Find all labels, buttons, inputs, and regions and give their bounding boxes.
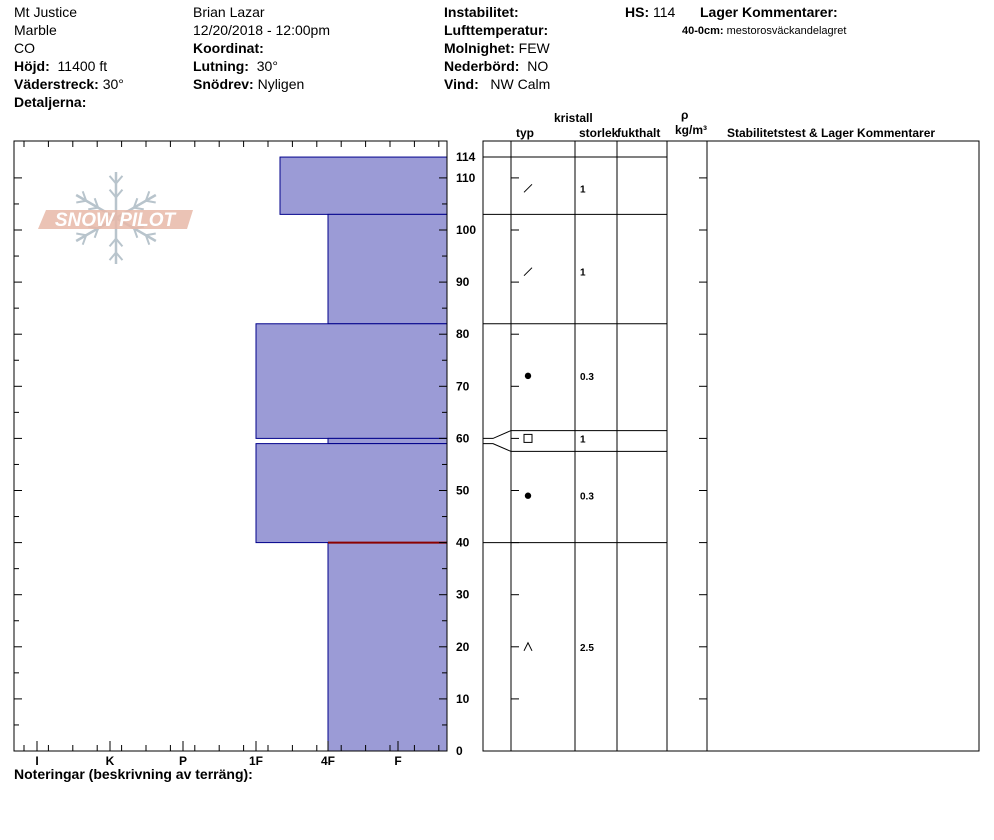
- drift-label: Snödrev:: [193, 76, 254, 92]
- moisture-header: fukthalt: [617, 126, 661, 140]
- drift-value: Nyligen: [257, 76, 305, 92]
- snow-height-value: 114: [653, 4, 676, 20]
- terrain-notes: [14, 765, 253, 783]
- rho-header: ρ: [681, 108, 689, 122]
- layer-comments-title: Lager Kommentarer:: [700, 4, 838, 20]
- clouds-label: Molnighet:: [444, 40, 515, 56]
- snowflake-branch: [146, 233, 156, 235]
- date-time: 12/20/2018 - 12:00pm: [193, 22, 330, 38]
- depth-label: 100: [456, 223, 477, 237]
- hardness-bar: [328, 214, 447, 323]
- decomposing-fragments-icon: [524, 184, 532, 192]
- crystal-size-label: 2.5: [580, 642, 594, 654]
- aspect-label: Väderstreck:: [14, 76, 99, 92]
- hardness-bar: [256, 324, 447, 439]
- mountain-range: Marble: [14, 22, 57, 38]
- table-border: [483, 141, 979, 751]
- snowflake-branch: [76, 201, 86, 203]
- depth-label: 90: [456, 275, 470, 290]
- wind-value: NW Calm: [490, 76, 551, 92]
- location-name: Mt Justice: [14, 4, 78, 20]
- wind-label: Vind:: [444, 76, 479, 92]
- details-label: Detaljerna:: [14, 94, 87, 110]
- depth-label: 70: [456, 379, 470, 394]
- depth-label: 40: [456, 535, 470, 550]
- hardness-label: F: [394, 754, 402, 768]
- state: CO: [14, 40, 35, 56]
- stability-header: Stabilitetstest & Lager Kommentarer: [727, 126, 936, 140]
- layer-comment-depth: 40-0cm:: [682, 25, 724, 37]
- type-header: typ: [516, 126, 534, 140]
- faceted-crystals-icon: [524, 434, 532, 442]
- snowpilot-logo: [38, 172, 193, 264]
- depth-hoar-icon: [524, 643, 532, 651]
- depth-label: 10: [456, 691, 470, 706]
- hardness-label: P: [178, 754, 188, 768]
- hardness-bar: [280, 157, 447, 214]
- snowflake-branch: [76, 233, 86, 235]
- hardness-bar: [328, 543, 447, 751]
- layer-connector: [483, 431, 511, 439]
- rounded-grains-icon: [525, 373, 531, 379]
- elevation-label: Höjd:: [14, 58, 50, 74]
- layer-table: [483, 141, 979, 751]
- hardness-label: 4F: [320, 754, 336, 768]
- hardness-bar: [256, 444, 447, 543]
- hardness-bar: [328, 438, 447, 443]
- crystal-header: kristall: [554, 111, 593, 125]
- depth-label: 80: [456, 327, 470, 342]
- hardness-label: K: [105, 754, 115, 768]
- hardness-label: 1F: [248, 754, 264, 768]
- column-headers: [516, 108, 935, 140]
- decomposing-fragments-icon: [524, 268, 532, 276]
- depth-label: 114: [456, 150, 476, 165]
- logo-text: SNOW PILOT: [54, 210, 176, 231]
- crystal-size-label: 1: [580, 434, 586, 446]
- crystal-size-label: 0.3: [580, 371, 594, 383]
- depth-label: 20: [456, 639, 470, 654]
- clouds-value: FEW: [518, 40, 550, 56]
- depth-label: 110: [456, 170, 476, 185]
- depth-label: 60: [456, 431, 470, 446]
- crystal-size-label: 1: [580, 184, 586, 196]
- rounded-grains-icon: [525, 493, 531, 499]
- layer-comment-text: mestorosväckandelagret: [726, 25, 847, 37]
- precipitation-value: NO: [527, 58, 549, 74]
- hardness-profile: [256, 157, 447, 751]
- slope-label: Lutning:: [193, 58, 249, 74]
- coordinate-label: Koordinat:: [193, 40, 264, 56]
- observer: Brian Lazar: [193, 4, 265, 20]
- terrain-notes-label: Noteringar (beskrivning av terräng):: [14, 766, 253, 782]
- snowflake-branch: [146, 201, 156, 203]
- air-temperature-label: Lufttemperatur:: [444, 22, 549, 38]
- size-header: storlek: [579, 126, 619, 140]
- depth-label: 30: [456, 587, 470, 602]
- depth-label: 0: [456, 744, 463, 758]
- snow-height-label: HS:: [625, 4, 650, 20]
- crystal-size-label: 0.3: [580, 491, 594, 503]
- aspect-value: 30°: [102, 76, 124, 92]
- slope-value: 30°: [256, 58, 278, 74]
- layer-connector: [483, 444, 511, 452]
- crystal-size-label: 1: [580, 267, 586, 279]
- precipitation-label: Nederbörd:: [444, 58, 520, 74]
- depth-label: 50: [456, 483, 470, 498]
- hardness-label: I: [35, 754, 39, 768]
- elevation-value: 11400 ft: [57, 58, 108, 74]
- instability-label: Instabilitet:: [444, 4, 519, 20]
- density-unit-header: kg/m³: [675, 123, 708, 137]
